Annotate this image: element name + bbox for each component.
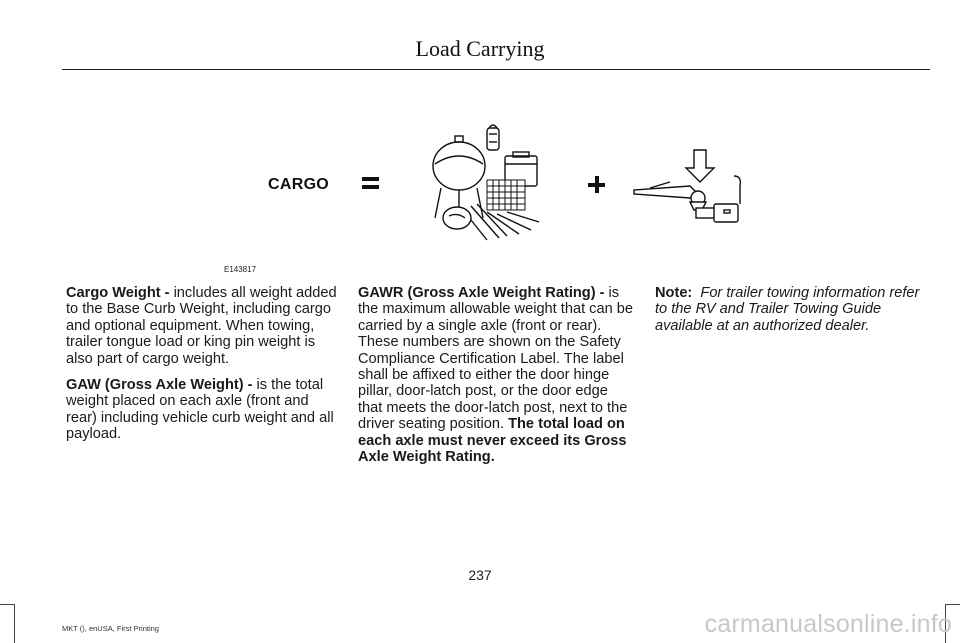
cargo-label: CARGO bbox=[268, 176, 330, 193]
note-text: For trailer towing information refer to the RV and Trailer Towing Guide available at an authorized dealer. bbox=[655, 285, 920, 334]
text-column-3 bbox=[655, 285, 931, 344]
crop-mark bbox=[945, 604, 960, 605]
gaw-term: GAW (Gross Axle Weight) - bbox=[66, 377, 257, 394]
figure-code: E143817 bbox=[224, 265, 257, 274]
cargo-weight-paragraph bbox=[66, 285, 342, 367]
gawr-term: GAWR (Gross Axle Weight Rating) - bbox=[358, 285, 609, 301]
crop-mark bbox=[0, 604, 14, 605]
cargo-figure bbox=[62, 118, 762, 278]
cargo-weight-text: includes all weight added to the Base Curb Weight, including cargo and optional equipment. When towing, trailer tongue load or king pin weight is also part of cargo weight. bbox=[66, 285, 337, 367]
note-paragraph bbox=[655, 285, 931, 334]
header-rule bbox=[62, 69, 930, 70]
gawr-emphasis: The total load on each axle must never exceed its Gross Axle Weight Rating. bbox=[358, 416, 627, 466]
equals-icon bbox=[362, 176, 380, 190]
page-number: 237 bbox=[468, 567, 492, 583]
trailer-tongue-illustration bbox=[630, 146, 742, 230]
gaw-text: is the total weight placed on each axle (front and rear) including vehicle curb weight and all payload. bbox=[66, 377, 334, 443]
page-header-title: Load Carrying bbox=[415, 36, 545, 61]
text-column-2 bbox=[358, 285, 634, 475]
print-note: MKT (), enUSA, First Printing bbox=[62, 624, 159, 633]
crop-mark bbox=[14, 604, 15, 643]
gaw-paragraph bbox=[66, 377, 342, 443]
text-column-1 bbox=[66, 285, 342, 453]
cargo-items-illustration bbox=[427, 118, 557, 243]
cargo-weight-term: Cargo Weight - bbox=[66, 285, 174, 301]
gawr-text: is the maximum allowable weight that can be carried by a single axle (front or rear). These numbers are shown on the Safety Compliance Certification Label. The label shall be affixed to either the door hinge pillar, door-latch post, or the door edge that meets the door-latch post, next to the driver seating position. bbox=[358, 285, 633, 433]
watermark-logo: carmanualsonline.info bbox=[704, 610, 952, 638]
plus-icon bbox=[588, 176, 606, 194]
note-label: Note: bbox=[655, 285, 693, 301]
gawr-paragraph bbox=[358, 285, 634, 465]
